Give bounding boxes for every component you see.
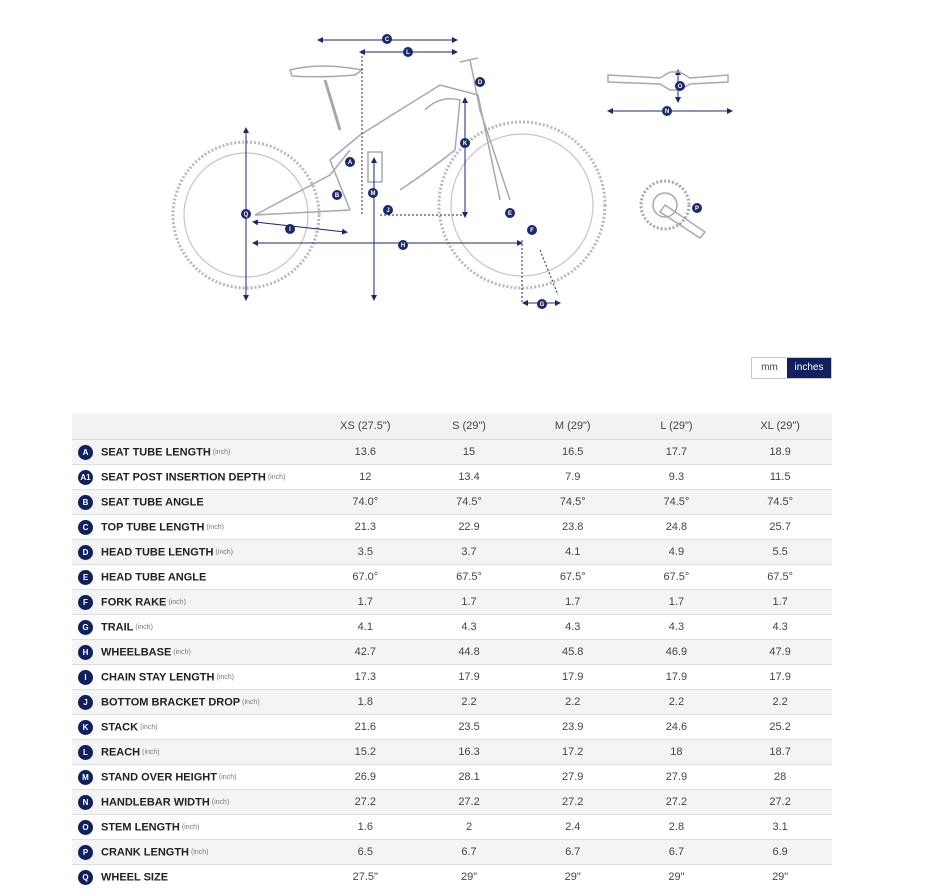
- measurement-value: 17.9: [521, 665, 625, 690]
- measurement-value: 1.7: [625, 590, 729, 615]
- measurement-value: 27.2: [313, 790, 417, 815]
- measurement-unit: (inch): [168, 598, 186, 606]
- measurement-value: 28.1: [417, 765, 521, 790]
- bike-frame: [255, 58, 513, 217]
- measurement-value: 12: [313, 465, 417, 490]
- measurement-value: 25.7: [728, 515, 832, 540]
- svg-text:K: K: [462, 141, 468, 147]
- measurement-label: [72, 840, 313, 865]
- table-row: [72, 515, 832, 540]
- svg-text:G: G: [539, 302, 545, 308]
- table-row: [72, 690, 832, 715]
- measurement-label: [72, 515, 313, 540]
- measurement-value: 17.9: [625, 665, 729, 690]
- measurement-value: 13.4: [417, 465, 521, 490]
- measurement-value: 74.5°: [625, 490, 729, 515]
- measurement-unit: (inch): [206, 523, 225, 531]
- measurement-value: 2.2: [521, 690, 625, 715]
- measurement-value: 27.9: [521, 765, 625, 790]
- table-row: [72, 865, 832, 890]
- measurement-badge: C: [78, 520, 93, 535]
- measurement-value: 46.9: [625, 640, 729, 665]
- measurement-value: 16.3: [417, 740, 521, 765]
- table-row: [72, 440, 832, 465]
- measurement-label: [72, 740, 313, 765]
- measurement-unit: (inch): [135, 623, 153, 631]
- geometry-drawing: [0, 0, 926, 340]
- measurement-value: 24.8: [625, 515, 729, 540]
- measurement-value: 3.5: [313, 540, 417, 565]
- measurement-badge: O: [78, 820, 93, 835]
- measurement-value: 45.8: [521, 640, 625, 665]
- measurement-badge: F: [78, 595, 93, 610]
- measurement-value: 26.9: [313, 765, 417, 790]
- measurement-value: 4.3: [521, 615, 625, 640]
- measurement-badge: B: [78, 495, 93, 510]
- measurement-value: 18: [625, 740, 729, 765]
- svg-text:H: H: [400, 243, 406, 249]
- measurement-value: 25.2: [728, 715, 832, 740]
- measurement-label: [72, 565, 313, 590]
- measurement-value: 2.2: [625, 690, 729, 715]
- measurement-badge: G: [78, 620, 93, 635]
- measurement-name: REACH: [101, 746, 141, 758]
- measurement-name: SEAT TUBE LENGTH: [101, 446, 211, 458]
- size-header: M (29"): [521, 413, 625, 440]
- table-row: [72, 815, 832, 840]
- measurement-name: STEM LENGTH: [101, 821, 180, 833]
- measurement-badge: A1: [78, 470, 93, 485]
- measurement-label: [72, 540, 313, 565]
- measurement-badge: H: [78, 645, 93, 660]
- measurement-value: 28: [728, 765, 832, 790]
- measurement-value: 6.7: [521, 840, 625, 865]
- measurement-name: FORK RAKE: [101, 596, 167, 608]
- svg-text:P: P: [694, 206, 700, 212]
- table-row: [72, 565, 832, 590]
- svg-text:L: L: [406, 50, 410, 56]
- table-row: [72, 490, 832, 515]
- measurement-value: 6.7: [417, 840, 521, 865]
- size-header: L (29"): [625, 413, 729, 440]
- svg-text:M: M: [370, 191, 376, 197]
- measurement-value: 6.5: [313, 840, 417, 865]
- measurement-name: CHAIN STAY LENGTH: [101, 671, 215, 683]
- measurement-value: 4.9: [625, 540, 729, 565]
- measurement-label: [72, 465, 313, 490]
- measurement-name: HANDLEBAR WIDTH: [101, 796, 210, 808]
- table-header-row: [72, 413, 832, 440]
- measurement-badge: D: [78, 545, 93, 560]
- measurement-value: 27.2: [625, 790, 729, 815]
- measurement-value: 15: [417, 440, 521, 465]
- measurement-badge: A: [78, 445, 93, 460]
- measurement-badge: J: [78, 695, 93, 710]
- measurement-label: [72, 790, 313, 815]
- measurement-name: CRANK LENGTH: [101, 846, 189, 858]
- measurement-value: 67.5°: [625, 565, 729, 590]
- svg-text:J: J: [386, 208, 390, 214]
- svg-text:E: E: [507, 211, 513, 217]
- measurement-label: [72, 865, 313, 890]
- measurement-value: 1.8: [313, 690, 417, 715]
- measurement-value: 13.6: [313, 440, 417, 465]
- diagram-label-badges: [241, 34, 702, 309]
- measurement-badge: I: [78, 670, 93, 685]
- measurement-label: [72, 640, 313, 665]
- measurement-value: 1.7: [728, 590, 832, 615]
- measurement-unit: (inch): [215, 548, 233, 556]
- table-row: [72, 665, 832, 690]
- size-header: S (29"): [417, 413, 521, 440]
- measurement-unit: (inch): [267, 473, 286, 481]
- table-row: [72, 765, 832, 790]
- measurement-name: SEAT TUBE ANGLE: [101, 496, 204, 508]
- measurement-value: 23.9: [521, 715, 625, 740]
- measurement-label: [72, 440, 313, 465]
- table-row: [72, 715, 832, 740]
- svg-text:O: O: [677, 84, 683, 90]
- table-body: [72, 440, 832, 890]
- measurement-value: 27.2: [728, 790, 832, 815]
- measurement-value: 27.2: [521, 790, 625, 815]
- measurement-badge: M: [78, 770, 93, 785]
- measurement-value: 21.3: [313, 515, 417, 540]
- svg-text:C: C: [384, 37, 390, 43]
- measurement-unit: (inch): [173, 648, 191, 656]
- measurement-value: 74.0°: [313, 490, 417, 515]
- svg-text:Q: Q: [243, 212, 249, 218]
- table-row: [72, 640, 832, 665]
- measurement-value: 1.7: [313, 590, 417, 615]
- unit-toggle: [751, 357, 832, 379]
- measurement-name: WHEELBASE: [101, 646, 172, 658]
- measurement-value: 17.2: [521, 740, 625, 765]
- measurement-value: 29": [521, 865, 625, 890]
- measurement-label: [72, 815, 313, 840]
- measurement-value: 44.8: [417, 640, 521, 665]
- measurement-badge: P: [78, 845, 93, 860]
- measurement-unit: (inch): [218, 773, 237, 781]
- table-row: [72, 790, 832, 815]
- measurement-label: [72, 490, 313, 515]
- table-row: [72, 590, 832, 615]
- measurement-value: 2.8: [625, 815, 729, 840]
- measurement-value: 4.1: [313, 615, 417, 640]
- table-row: [72, 615, 832, 640]
- measurement-value: 74.5°: [417, 490, 521, 515]
- measurement-value: 17.3: [313, 665, 417, 690]
- svg-text:A: A: [347, 160, 353, 166]
- measurement-name: STAND OVER HEIGHT: [101, 771, 217, 783]
- measurement-value: 21.6: [313, 715, 417, 740]
- measurement-name: HEAD TUBE LENGTH: [101, 546, 214, 558]
- measurement-label: [72, 615, 313, 640]
- measurement-label: [72, 590, 313, 615]
- measurement-value: 29": [728, 865, 832, 890]
- measurement-badge: N: [78, 795, 93, 810]
- measurement-value: 23.5: [417, 715, 521, 740]
- svg-text:D: D: [477, 80, 483, 86]
- measurement-value: 67.0°: [313, 565, 417, 590]
- measurement-badge: L: [78, 745, 93, 760]
- measurement-value: 42.7: [313, 640, 417, 665]
- measurement-label: [72, 665, 313, 690]
- measurement-value: 11.5: [728, 465, 832, 490]
- geometry-table: [72, 413, 832, 889]
- measurement-value: 2.2: [417, 690, 521, 715]
- measurement-value: 6.7: [625, 840, 729, 865]
- measurement-value: 24.6: [625, 715, 729, 740]
- measurement-value: 29": [625, 865, 729, 890]
- measurement-value: 74.5°: [728, 490, 832, 515]
- measurement-unit: (inch): [140, 723, 158, 731]
- measurement-label: [72, 765, 313, 790]
- measurement-label: [72, 690, 313, 715]
- measurement-value: 4.3: [417, 615, 521, 640]
- measurement-value: 67.5°: [728, 565, 832, 590]
- measurement-value: 15.2: [313, 740, 417, 765]
- measurement-value: 2.2: [728, 690, 832, 715]
- measurement-badge: Q: [78, 870, 93, 885]
- measurement-value: 1.7: [521, 590, 625, 615]
- svg-text:F: F: [530, 228, 534, 234]
- table-row: [72, 840, 832, 865]
- measurement-value: 67.5°: [521, 565, 625, 590]
- mm-unit-button[interactable]: mm: [752, 358, 787, 378]
- measurement-value: 4.1: [521, 540, 625, 565]
- measurement-value: 4.3: [625, 615, 729, 640]
- measurement-value: 47.9: [728, 640, 832, 665]
- svg-text:I: I: [289, 227, 291, 233]
- measurement-value: 16.5: [521, 440, 625, 465]
- bike-geometry-diagram: [0, 0, 926, 340]
- table-row: [72, 540, 832, 565]
- measurement-badge: E: [78, 570, 93, 585]
- measurement-value: 17.7: [625, 440, 729, 465]
- table-row: [72, 740, 832, 765]
- measurement-value: 22.9: [417, 515, 521, 540]
- measurement-name: STACK: [101, 721, 139, 733]
- handlebar-detail: [608, 72, 728, 90]
- measurement-value: 17.9: [728, 665, 832, 690]
- svg-text:B: B: [334, 193, 340, 199]
- measurement-value: 18.9: [728, 440, 832, 465]
- measurement-value: 27.9: [625, 765, 729, 790]
- measurement-name: TRAIL: [101, 621, 134, 633]
- measurement-value: 3.7: [417, 540, 521, 565]
- measurement-unit: (inch): [242, 698, 260, 706]
- measurement-badge: K: [78, 720, 93, 735]
- measurement-value: 27.5": [313, 865, 417, 890]
- measurement-name: SEAT POST INSERTION DEPTH: [101, 471, 266, 483]
- measurement-value: 2: [417, 815, 521, 840]
- size-header: XS (27.5"): [313, 413, 417, 440]
- measurement-value: 67.5°: [417, 565, 521, 590]
- measurement-value: 29": [417, 865, 521, 890]
- measurement-value: 3.1: [728, 815, 832, 840]
- measurement-name: BOTTOM BRACKET DROP: [101, 696, 241, 708]
- measurement-value: 6.9: [728, 840, 832, 865]
- size-header: XL (29"): [728, 413, 832, 440]
- measurement-name: WHEEL SIZE: [101, 871, 169, 883]
- table-row: [72, 465, 832, 490]
- measurement-unit: (inch): [142, 748, 160, 756]
- measurement-name: HEAD TUBE ANGLE: [101, 571, 207, 583]
- measurement-unit: (inch): [191, 848, 209, 856]
- measurement-value: 17.9: [417, 665, 521, 690]
- measurement-label: [72, 715, 313, 740]
- measurement-value: 4.3: [728, 615, 832, 640]
- measurement-value: 74.5°: [521, 490, 625, 515]
- measurement-value: 1.6: [313, 815, 417, 840]
- measurement-value: 2.4: [521, 815, 625, 840]
- measurement-unit: (inch): [211, 798, 230, 806]
- measurement-value: 9.3: [625, 465, 729, 490]
- measurement-value: 23.8: [521, 515, 625, 540]
- measurement-value: 27.2: [417, 790, 521, 815]
- measurement-name: TOP TUBE LENGTH: [101, 521, 205, 533]
- header-label-column: [72, 413, 313, 440]
- measurement-value: 7.9: [521, 465, 625, 490]
- measurement-value: 1.7: [417, 590, 521, 615]
- measurement-unit: (inch): [181, 823, 200, 831]
- inches-unit-button[interactable]: inches: [787, 358, 831, 378]
- measurement-unit: (inch): [216, 673, 234, 681]
- dimension-lines: [243, 40, 730, 303]
- measurement-unit: (inch): [212, 448, 231, 456]
- svg-text:N: N: [664, 109, 670, 115]
- measurement-value: 18.7: [728, 740, 832, 765]
- measurement-value: 5.5: [728, 540, 832, 565]
